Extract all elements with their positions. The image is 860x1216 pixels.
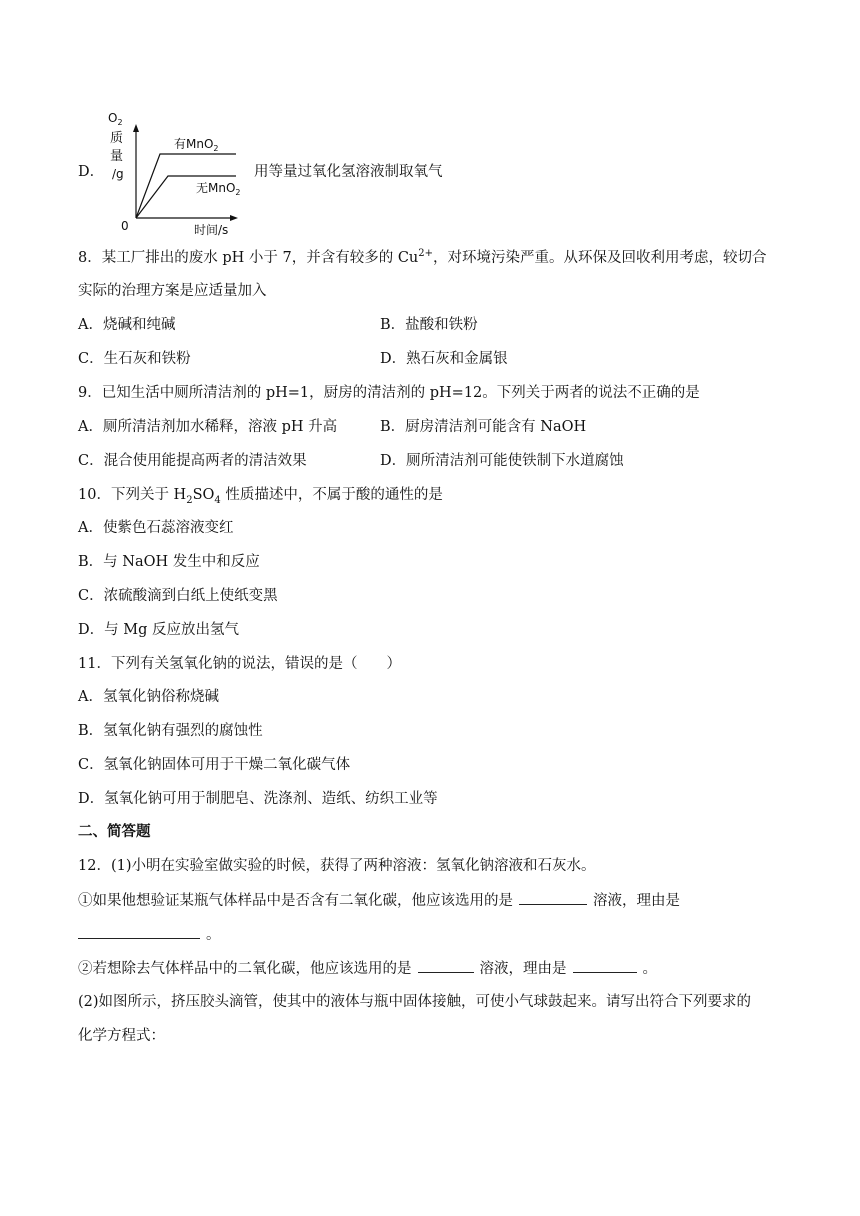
q12-sub1-end: 。	[206, 927, 221, 943]
q10-sub-4: 4	[214, 494, 221, 506]
q12-part2-line1: (2)如图所示，挤压胶头滴管，使其中的液体与瓶中固体接触，可使小气球鼓起来。请写出符合下列要求的	[78, 994, 752, 1010]
y-axis-arrow	[133, 124, 139, 132]
y-label-zhi: 质	[110, 131, 124, 146]
x-axis-arrow	[230, 215, 238, 221]
label-with-mno2: 有MnO$_2$	[174, 137, 219, 153]
origin-label: 0	[121, 219, 129, 233]
q10-option-d: D．与 Mg 反应放出氢气	[78, 622, 239, 638]
oxygen-mass-graph	[96, 108, 256, 238]
q11-stem: 11．下列有关氢氧化钠的说法，错误的是（ ）	[78, 656, 401, 672]
q12-sub2-text-a: ②若想除去气体样品中的二氧化碳，他应该选用的是	[78, 961, 412, 977]
y-label-liang: 量	[110, 149, 124, 164]
q11-option-a: A．氢氧化钠俗称烧碱	[78, 689, 219, 705]
q8-stem-line2: 实际的治理方案是应适量加入	[78, 283, 267, 299]
q8-stem-part-a: 8．某工厂排出的废水 pH 小于 7，并含有较多的 Cu	[78, 250, 419, 266]
q12-sub1-text-a: ①如果他想验证某瓶气体样品中是否含有二氧化碳，他应该选用的是	[78, 893, 513, 909]
q10-option-c: C．浓硫酸滴到白纸上使纸变黑	[78, 588, 278, 604]
q8-option-d: D．熟石灰和金属银	[380, 351, 508, 367]
y-label-unit: /g	[112, 167, 124, 181]
q12-sub1-text-b: 溶液，理由是	[593, 893, 680, 909]
q10-option-a: A．使紫色石蕊溶液变红	[78, 520, 234, 536]
q9-stem: 9．已知生活中厕所清洁剂的 pH=1，厨房的清洁剂的 pH=12。下列关于两者的说法不正确的是	[78, 385, 700, 401]
q10-stem-part-b: SO	[192, 487, 215, 503]
q7-option-d-text: 用等量过氧化氢溶液制取氧气	[254, 164, 443, 180]
q12-part1: 12．(1)小明在实验室做实验的时候，获得了两种溶液：氢氧化钠溶液和石灰水。	[78, 858, 596, 874]
y-label-o2: $O_2$	[108, 111, 123, 127]
q7-option-d-letter: D．	[78, 164, 105, 180]
q11-option-b: B．氢氧化钠有强烈的腐蚀性	[78, 723, 263, 739]
q10-option-b: B．与 NaOH 发生中和反应	[78, 554, 260, 570]
q8-option-c: C．生石灰和铁粉	[78, 351, 191, 367]
q9-option-d: D．厕所清洁剂可能使铁制下水道腐蚀	[380, 453, 624, 469]
q8-cu-charge: 2+	[418, 248, 433, 260]
label-without-mno2: 无MnO$_2$	[196, 181, 241, 197]
q10-sub-2: 2	[186, 494, 193, 506]
q9-option-b: B．厨房清洁剂可能含有 NaOH	[380, 419, 587, 435]
q8-option-a: A．烧碱和纯碱	[78, 317, 176, 333]
q12-sub2-blank-1[interactable]	[418, 958, 474, 973]
q12-sub1-blank-1[interactable]	[519, 890, 587, 905]
q8-stem-line1	[78, 248, 767, 268]
section-title: 二、简答题	[78, 824, 151, 840]
q8-option-b: B．盐酸和铁粉	[380, 317, 478, 333]
q10-stem-part-a: 10．下列关于 H	[78, 487, 187, 503]
q10-stem	[78, 485, 443, 505]
q12-sub1-continued	[78, 924, 221, 945]
q9-option-c: C．混合使用能提高两者的清洁效果	[78, 453, 307, 469]
q12-sub2	[78, 958, 657, 979]
q12-sub1	[78, 890, 680, 911]
q10-stem-part-c: 性质描述中，不属于酸的通性的是	[220, 487, 443, 503]
q12-sub2-blank-2[interactable]	[573, 958, 637, 973]
q12-part2-line2: 化学方程式：	[78, 1028, 165, 1044]
q12-sub2-end: 。	[642, 961, 657, 977]
q11-option-d: D．氢氧化钠可用于制肥皂、洗涤剂、造纸、纺织工业等	[78, 791, 438, 807]
q8-stem-part-b: ，对环境污染严重。从环保及回收利用考虑，较切合	[433, 250, 767, 266]
q9-option-a: A．厕所清洁剂加水稀释，溶液 pH 升高	[78, 419, 338, 435]
q11-option-c: C．氢氧化钠固体可用于干燥二氧化碳气体	[78, 757, 351, 773]
q12-sub2-text-b: 溶液，理由是	[479, 961, 567, 977]
q12-sub1-blank-2[interactable]	[78, 924, 200, 939]
x-axis-label: 时间/s	[194, 223, 229, 237]
